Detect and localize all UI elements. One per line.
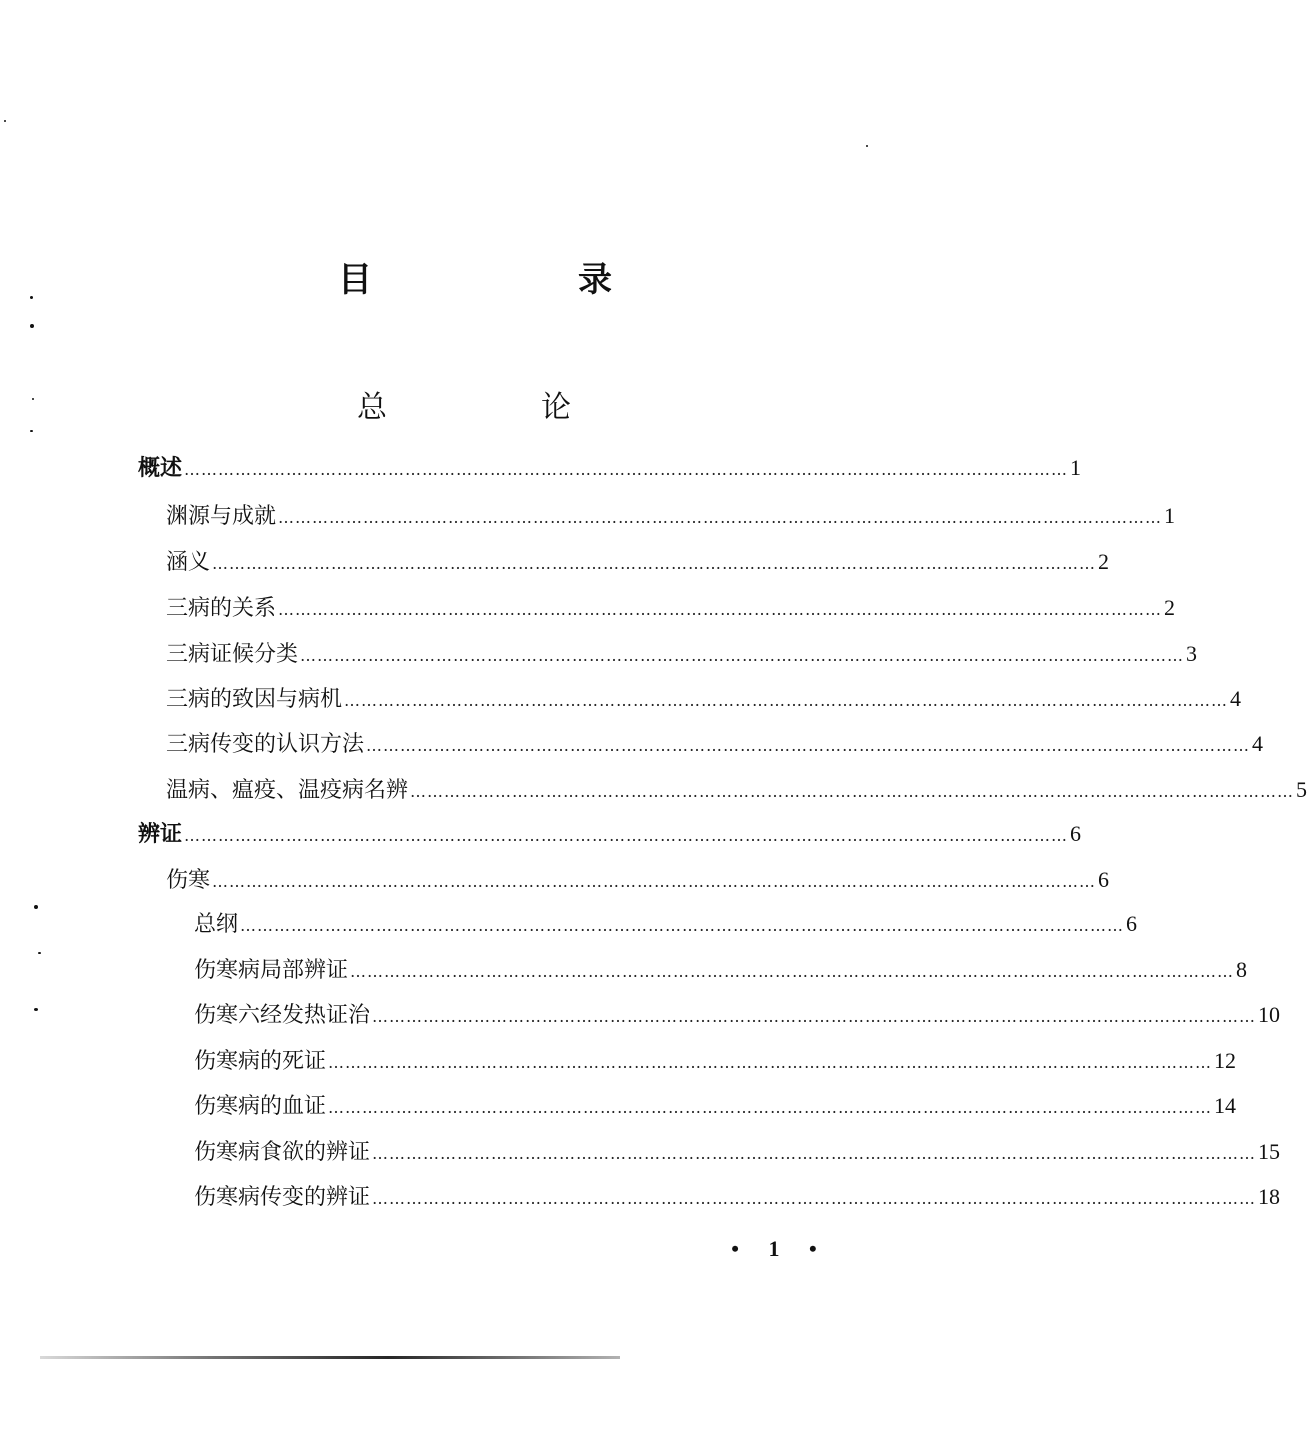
toc-entry[interactable]: [194, 995, 1281, 1035]
dot-leader: …………………………………………………………………………………………………………………………………………: [184, 460, 1069, 479]
dot-leader: …………………………………………………………………………………………………………………………………………: [328, 1053, 1213, 1072]
toc-entry-label: 三病传变的认识方法: [166, 732, 365, 757]
dot-leader: …………………………………………………………………………………………………………………………………………: [278, 508, 1163, 527]
scan-speck: [4, 120, 6, 122]
toc-page-number: 10: [1258, 1002, 1281, 1027]
dot-leader: …………………………………………………………………………………………………………………………………………: [240, 916, 1125, 935]
toc-entry[interactable]: [166, 496, 1176, 536]
scan-speck: [30, 324, 34, 328]
toc-page-number: 14: [1214, 1093, 1237, 1118]
toc-entry[interactable]: [194, 1177, 1281, 1217]
dot-leader: …………………………………………………………………………………………………………………………………………: [350, 962, 1235, 981]
toc-entry-label: 概述: [138, 455, 183, 481]
dot-leader: …………………………………………………………………………………………………………………………………………: [328, 1098, 1213, 1117]
toc-entry-label: 总纲: [194, 912, 239, 937]
toc-entry-label: 渊源与成就: [166, 504, 277, 529]
toc-entry-label: 伤寒病传变的辨证: [194, 1185, 371, 1210]
toc-page-number: 1: [1164, 503, 1176, 528]
dot-leader: …………………………………………………………………………………………………………………………………………: [344, 691, 1229, 710]
toc-entry[interactable]: [166, 724, 1264, 764]
toc-entry[interactable]: [166, 634, 1198, 674]
scan-speck: [34, 1008, 38, 1011]
toc-page-number: 4: [1230, 686, 1242, 711]
toc-page-number: 6: [1126, 911, 1138, 936]
dot-leader: …………………………………………………………………………………………………………………………………………: [212, 554, 1097, 573]
toc-page-number: 15: [1258, 1139, 1281, 1164]
section-title: 总 论: [357, 390, 633, 425]
toc-entry-label: 温病、瘟疫、温疫病名辨: [166, 778, 409, 803]
toc-entry-label: 辨证: [138, 821, 183, 847]
page-number: • 1 •: [731, 1236, 829, 1261]
toc-page-number: 6: [1070, 821, 1082, 846]
scan-speck: [34, 905, 38, 909]
dot-leader: …………………………………………………………………………………………………………………………………………: [278, 600, 1163, 619]
toc-page-number: 3: [1186, 641, 1198, 666]
dot-leader: …………………………………………………………………………………………………………………………………………: [300, 646, 1185, 665]
toc-entry[interactable]: [166, 542, 1110, 582]
dot-leader: …………………………………………………………………………………………………………………………………………: [366, 736, 1251, 755]
toc-entry-label: 伤寒六经发热证治: [194, 1003, 371, 1028]
dot-leader: …………………………………………………………………………………………………………………………………………: [372, 1189, 1257, 1208]
scan-speck: [32, 398, 34, 400]
scan-speck: [866, 145, 868, 147]
toc-page-number: 4: [1252, 731, 1264, 756]
toc-entry[interactable]: [194, 950, 1248, 990]
toc-entry-label: 伤寒病的血证: [194, 1094, 327, 1119]
toc-page-number: 1: [1070, 455, 1082, 480]
toc-entry-label: 伤寒病食欲的辨证: [194, 1140, 371, 1165]
dot-leader: …………………………………………………………………………………………………………………………………………: [212, 872, 1097, 891]
toc-page-number: 12: [1214, 1048, 1237, 1073]
toc-entry[interactable]: [194, 1086, 1237, 1126]
toc-entry[interactable]: [194, 904, 1138, 944]
toc-entry-label: 三病的关系: [166, 596, 277, 621]
toc-entry-label: 三病证候分类: [166, 642, 299, 667]
toc-page-number: 5: [1296, 777, 1307, 802]
toc-page-number: 8: [1236, 957, 1248, 982]
toc-page-number: 6: [1098, 867, 1110, 892]
toc-entry-label: 涵义: [166, 550, 211, 575]
toc-entry-label: 三病的致因与病机: [166, 687, 343, 712]
toc-entry-label: 伤寒病局部辨证: [194, 958, 349, 983]
toc-entry[interactable]: [166, 860, 1110, 900]
toc-page-number: 18: [1258, 1184, 1281, 1209]
toc-entry-label: 伤寒: [166, 868, 211, 893]
toc-entry-label: 伤寒病的死证: [194, 1049, 327, 1074]
page-title: 目 录: [338, 260, 698, 300]
dot-leader: …………………………………………………………………………………………………………………………………………: [184, 826, 1069, 845]
toc-entry[interactable]: [166, 679, 1242, 719]
scan-speck: [30, 296, 33, 299]
toc-page-number: 2: [1164, 595, 1176, 620]
toc-entry[interactable]: [166, 770, 1307, 810]
toc-entry-overview[interactable]: [138, 448, 1082, 488]
dot-leader: …………………………………………………………………………………………………………………………………………: [372, 1144, 1257, 1163]
scan-speck: [30, 430, 33, 432]
toc-entry-differentiation[interactable]: [138, 814, 1082, 854]
dot-leader: …………………………………………………………………………………………………………………………………………: [410, 782, 1295, 801]
toc-entry[interactable]: [194, 1132, 1281, 1172]
scan-artifact-line: [40, 1356, 620, 1359]
scan-speck: [38, 952, 41, 954]
toc-entry[interactable]: [194, 1041, 1237, 1081]
toc-page-number: 2: [1098, 549, 1110, 574]
toc-entry[interactable]: [166, 588, 1176, 628]
dot-leader: …………………………………………………………………………………………………………………………………………: [372, 1007, 1257, 1026]
